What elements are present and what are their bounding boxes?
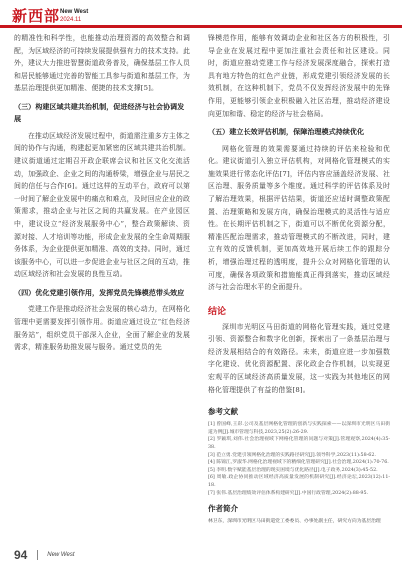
page-header	[0, 0, 402, 26]
footer-divider	[37, 550, 38, 560]
reference-item: [4] 陈锦江,罗淑华.网格化治理视域下的精细化管理研究[J].社会治理,2024(1):70-76.	[208, 460, 389, 466]
logo-english-name: New West	[60, 9, 89, 15]
footer-magazine-name: New West	[47, 551, 75, 558]
page-footer	[14, 546, 75, 562]
paragraph: 网格化管理的效果需要通过持续的评估来检验和优化。建议街道引入独立评估机构，对网格化管理模式的实施效果进行常态化评估[7]，评估内容应涵盖经济发展、社区治理、服务质量等多个维度。通过科学的评估体系及时了解治理效果，根据评估结果，街道还应适时调整政策配置、治理策略和发展方向，确保治理模式的灵活性与适应性。在长期评估机制之下，街道可以不断优化资源分配，精准匹配治理需求，推动管理模式的不断改进，同时，建立有效的反馈机制，更加高效地开展后续工作的跟踪分析，增强治理过程的透明度，提升公众对网格化管理的认可度，确保各项政策和措施能真正得到落实，推动区域经济与社会治理水平的全面提升。	[208, 144, 390, 292]
subsection-heading: （三）构建区域共建共治机制，促进经济与社会协调发展	[14, 101, 185, 124]
logo-subtitle	[60, 8, 88, 24]
reference-item: [5] 李明.数字赋能基层治理的现实困境与优化路径[J].电子政务,2024(3):45-52.	[208, 467, 378, 473]
page-number: 94	[14, 547, 28, 562]
conclusion-paragraph: 深圳市光明区马田街道的网格化管理实践，通过党建引领、资源整合和数字化创新，探索出了一条基层治理与经济发展相结合的有效路径。未来，街道应进一步加强数字化建设、优化资源配置、深化政企合作机制，以实现更宏观平的区域经济高质量发展，这一实践为其他地区的网格化管理提供了有益的借鉴[8]。	[208, 322, 390, 394]
right-column	[208, 32, 390, 526]
reference-item: [6] 周敏.政企协同推动区域经济高质量发展的机制研究[J].经济论坛,2023(12):11-18.	[208, 475, 390, 488]
reference-item: [3] 范立勇.党建引领网格化治理的实践路径研究[J].领导科学,2023(11):58-62.	[208, 452, 376, 458]
issue-number: 2024.11	[60, 17, 82, 23]
left-column	[14, 32, 190, 354]
paragraph: 党建工作是推动经济社会发展的核心动力，在网格化管理中更需要发挥引领作用。街道应通过设立“红色经济服务站”，组织党员干部深入企业，全面了解企业的发展需求，精准服务助推发展与服务。通过党员的先	[14, 305, 190, 352]
paragraph: 的精准性和科学性，也能推动治理资源的高效整合和调配，为区域经济的可持续发展提供强有力的技术支持。此外，建议大力推进智慧街道政务普及，确保基层工作人员和居民能够通过完善的智能工具参与街道和基层工作，为基层治理提供更加精准、便捷的技术支撑[5]。	[14, 34, 191, 93]
author-bio: 林卫东，深圳市光明区马田街道党工委委员、办事处副主任，研究方向为基层治理	[208, 519, 381, 525]
author-heading: 作者简介	[208, 504, 238, 514]
paragraph: 在推动区域经济发展过程中，街道需注重多方主体之间的协作与沟通，构建起更加紧密的区域共建共治机制。建议街道通过定期召开政企联席会议和社区文化交流活动，加强政企、企业之间的沟通桥梁，增强企业与居民之间的信任与合作[6]。通过这样的互动平台，政府可以第一时间了解企业发展中的痛点和难点，及时回应企业的政策需求，推动企业与社区之间的共赢发展。在产业园区中，建议设立“经济发展服务中心”，整合政策解读、资源对接、人才培训等功能，形成企业发展的全生命周期服务体系，为企业提供更加精准、高效的支持。同时，通过该服务中心，可以进一步促进企业与社区之间的互动，推动区域经济和社会发展的良性互动。	[14, 131, 191, 279]
references-heading: 参考文献	[208, 407, 238, 417]
header-rule	[0, 25, 402, 28]
paragraph: 锋模范作用，能够有效调动企业和社区各方的积极性，引导企业在发展过程中更加注重社会责任和社区建设。同时，街道应推动党建工作与经济发展深度融合，探索打造具有地方特色的红色产业链，形成党建引领经济发展的长效机制，在这种机制下，党员不仅发挥经济发展中的先锋作用，更能够引领企业积极融入社区治理，推动经济建设向更加和谐、稳定的经济与社会格局。	[208, 34, 390, 118]
magazine-logo: 新西部	[12, 7, 61, 25]
reference-item: [1] 曾国峰,王彩.公司及基层网格化管理的创新与实践探索——以深圳市光明区马田街道为例[J].城市管理与科技,2023,25(2):26-29.	[208, 422, 390, 435]
reference-item: [7] 张伟.基层治理绩效评估体系构建研究[J].中国行政管理,2024(2):88-95.	[208, 490, 369, 496]
subsection-heading: （五）建立长效评估机制，保障治理模式持续优化	[208, 127, 365, 137]
reference-item: [2] 罗颖琪,刘伟.社会治理视域下网格化管理的问题与对策[J].管理观察,2024(4):35-38.	[208, 437, 390, 451]
reference-list	[208, 421, 390, 497]
subsection-heading: （四）优化党建引领作用，发挥党员先锋模范带头效应	[14, 287, 185, 297]
conclusion-heading: 结论	[208, 306, 227, 317]
